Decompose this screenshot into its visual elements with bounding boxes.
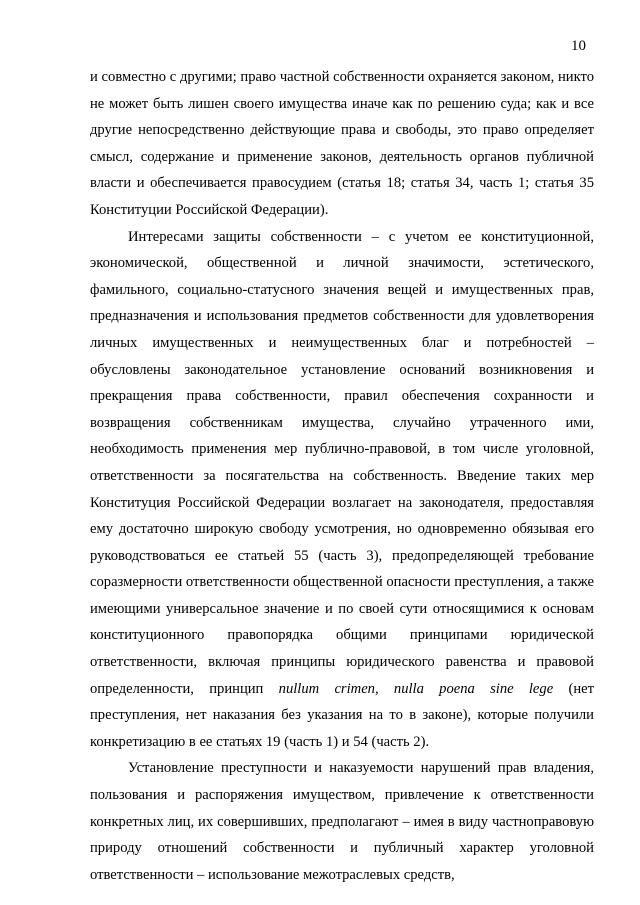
- paragraph-1: и совместно с другими; право частной собственности охраняется законом, никто не может быть лишен своего имущества иначе как по решению суда; как и все другие непосредственно действующие права и свободы, это право определяет смысл, содержание и применение законов, деятельность органов публичной власти и обеспечивается правосудием (статья 18; статья 34, часть 1; статья 35 Конституции Российской Федерации).: [90, 69, 594, 218]
- paragraph-2: [90, 224, 594, 756]
- page-number: 10: [571, 38, 586, 54]
- document-body: [90, 64, 594, 888]
- latin-maxim: nullum crimen, nulla poena sine lege: [278, 680, 554, 697]
- paragraph-2-text-after: (нет преступления, нет наказания без указания на то в законе), которые получили конкретизацию в ее статьях 19 (часть 1) и 54 (часть 2).: [90, 680, 594, 750]
- paragraph-2-text-before: Интересами защиты собственности – с учетом ее конституционной, экономической, общественной и личной значимости, эстетического, фамильного, социально-статусного значения вещей и имущественных прав, предназначения и использования предметов собственности для удовлетворения личных имущественных и неимущественных благ и потребностей – обусловлены законодательное установление оснований возникновения и прекращения права собственности, правил обеспечения сохранности и возвращения собственникам имущества, случайно утраченного ими, необходимость применения мер публично-правовой, в том числе уголовной, ответственности за посягательства на собственность. Введение таких мер Конституция Российской Федерации возлагает на законодателя, предоставляя ему достаточно широкую свободу усмотрения, но одновременно обязывая его руководствоваться ее статьей 55 (часть 3), предопределяющей требование соразмерности ответственности общественной опасности преступления, а также имеющими универсальное значение и по своей сути относящимися к основам конституционного правопорядка общими принципами юридической ответственности, включая принципы юридического равенства и правовой определенности, принцип: [90, 228, 594, 697]
- paragraph-3: Установление преступности и наказуемости нарушений прав владения, пользования и распоряжения имуществом, привлечение к ответственности конкретных лиц, их совершивших, предполагают – имея в виду частноправовую природу отношений собственности и публичный характер уголовной ответственности – использование межотраслевых средств,: [90, 760, 594, 883]
